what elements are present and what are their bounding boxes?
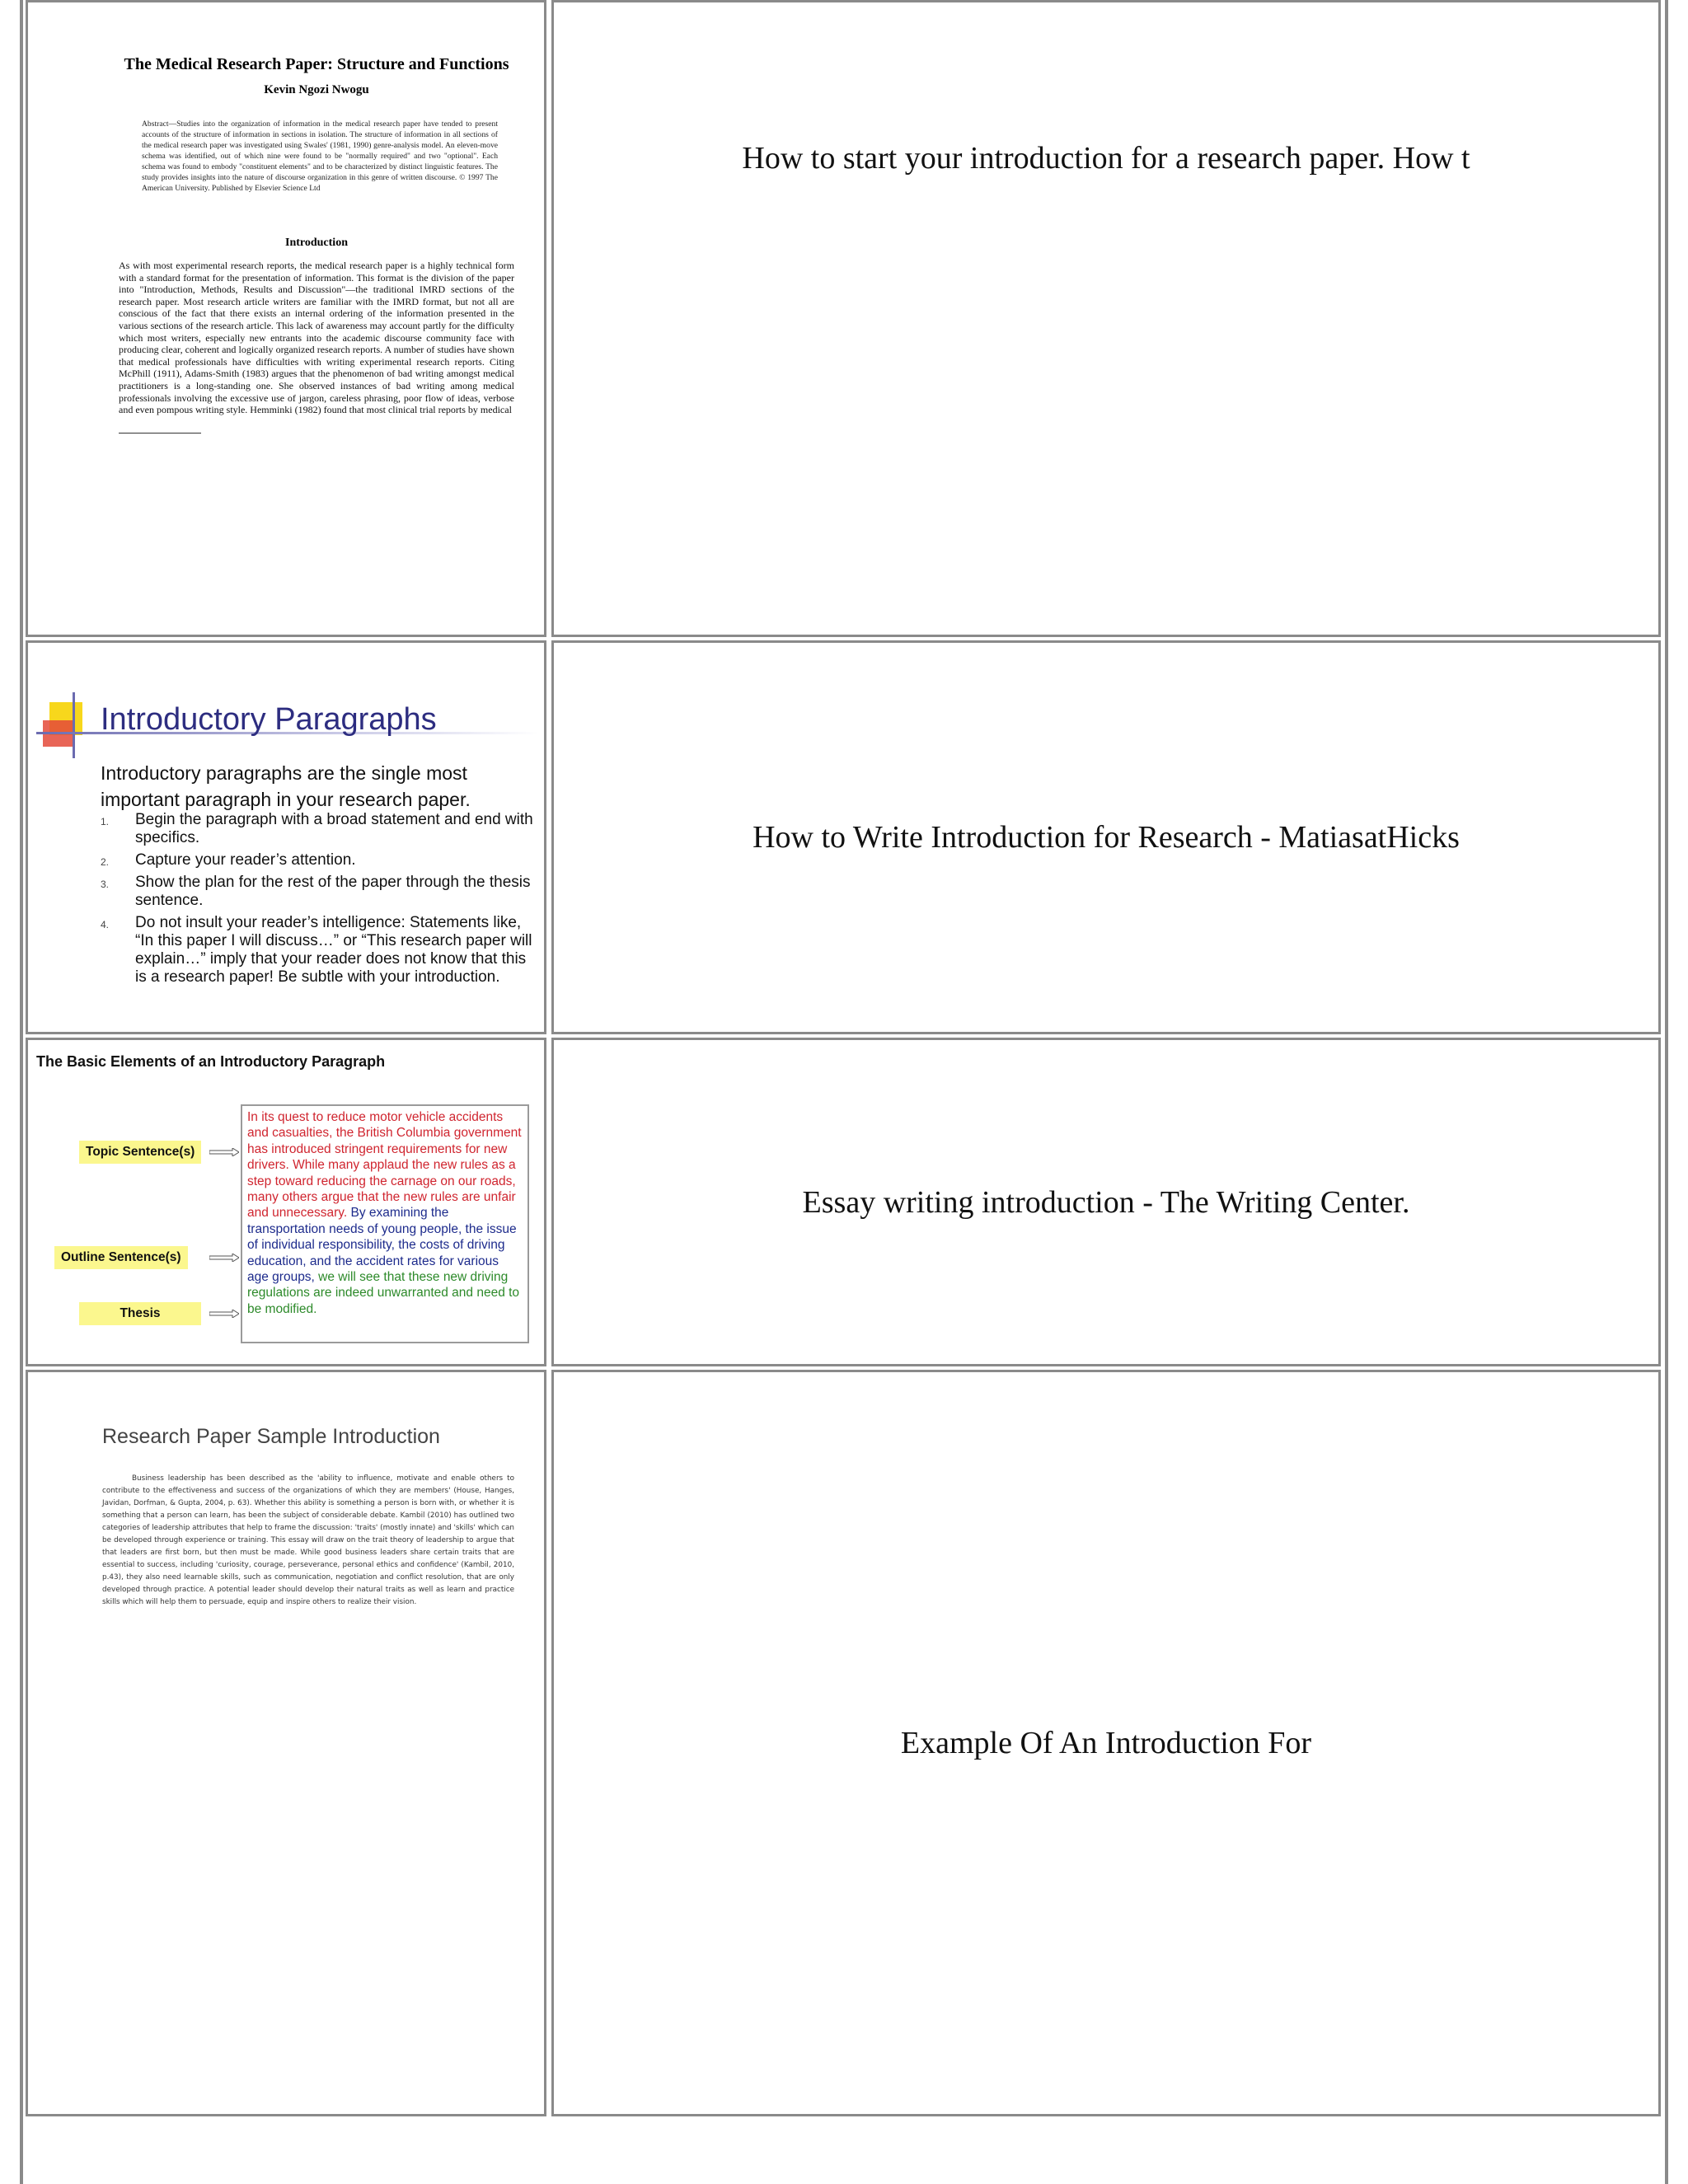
thesis-label: Thesis xyxy=(79,1302,201,1325)
medical-paper-thumbnail xyxy=(119,54,514,434)
list-item: 1. Begin the paragraph with a broad statement and end with specifics. xyxy=(101,811,533,846)
arrow-icon xyxy=(209,1148,239,1156)
footnote-rule xyxy=(119,433,201,434)
list-item: 2. Capture your reader’s attention. xyxy=(101,851,356,869)
diagram-thumbnail xyxy=(28,1040,544,1364)
thumbnail-cell-3[interactable] xyxy=(26,1038,546,1366)
slide-title: Introductory Paragraphs xyxy=(101,702,437,737)
caption-link-4[interactable]: Example Of An Introduction For xyxy=(900,1726,1312,1760)
thumbnail-cell-4[interactable] xyxy=(26,1370,546,2116)
paper-intro-body: As with most experimental research reports, the medical research paper is a highly technical form with a standard format for the presentation of information. This format is the division of the paper into "Introduction, Methods, Results and Discussion"—the traditional IMRD sections of the research paper. Most research article writers are familiar with the IMRD format, but not all are conscious of the fact that there exists an internal ordering of the information presented in the various sections of the research article. This lack of awareness may account partly for the difficulty which most writers, especially new entrants into the academic discourse community face with producing clear, coherent and logically organized research reports. A number of studies have shown that medical professionals have difficulties with writing experimental research reports. Citing McPhill (1911), Adams-Smith (1983) argues that the phenomenon of bad writing amongst medical practitioners is a long-standing one. She observed instances of bad writing among medical professionals involving the excessive use of jargon, careless phrasing, poor flow of ideas, verbose and even pompous writing style. Hemminki (1982) found that most clinical trial reports by medical xyxy=(119,260,514,416)
list-item: 4. Do not insult your reader’s intelligence: Statements like, “In this paper I will discuss…” or “This research paper will explain…” imply that your reader does not know that this is a research paper! Be subtle with your introduction. xyxy=(101,914,532,986)
slide-list xyxy=(101,811,537,991)
outline-sentence-label: Outline Sentence(s) xyxy=(54,1246,188,1269)
caption-link-3[interactable]: Essay writing introduction - The Writing Center. xyxy=(802,1184,1410,1220)
sample-title: Research Paper Sample Introduction xyxy=(102,1425,440,1448)
example-paragraph-box xyxy=(241,1104,529,1343)
diagram-title: The Basic Elements of an Introductory Paragraph xyxy=(36,1053,386,1070)
paper-intro-heading: Introduction xyxy=(285,237,348,249)
slide-decoration-vline xyxy=(73,692,75,758)
caption-link-1[interactable]: How to start your introduction for a research paper. How t xyxy=(742,140,1470,176)
topic-sentence-label: Topic Sentence(s) xyxy=(79,1141,201,1164)
caption-link-2[interactable]: How to Write Introduction for Research - MatiasatHicks xyxy=(753,820,1460,855)
arrow-icon xyxy=(209,1254,239,1262)
caption-cell-3[interactable] xyxy=(551,1038,1661,1366)
thesis-text: we will see that these new driving regulations are indeed unwarranted and need to be modified. xyxy=(247,1270,520,1316)
paper-title: The Medical Research Paper: Structure and Functions xyxy=(124,55,509,73)
slide-lead: Introductory paragraphs are the single most important paragraph in your research paper. xyxy=(101,762,471,810)
caption-cell-1[interactable] xyxy=(551,0,1661,637)
sample-body: Business leadership has been described as the 'ability to influence, motivate and enable others to contribute to the effectiveness and success of the organizations of which they are members' (House, Hanges, Javidan, Dorfman, & Gupta, 2004, p. 63). Whether this ability is something a person is born with, or whether it is something that a person can learn, has been the subject of considerable debate. Kambil (2010) has outlined two categories of leadership attributes that help to frame the discussion: 'traits' (mostly innate) and 'skills' which can be developed through experience or training. This essay will draw on the trait theory of leadership to argue that that leaders are first born, but then must be made. While good business leaders share certain traits that are essential to success, including 'curiosity, courage, perseverance, personal ethics and confidence' (Kambil, 2010, p.43), they also need learnable skills, such as communication, negotiation and conflict resolution, that are only developed through practice. A potential leader should develop their natural traits as well as learn and practice skills which will help them to persuade, equip and inspire others to realize their vision. xyxy=(102,1474,514,1606)
caption-cell-2[interactable] xyxy=(551,640,1661,1034)
sample-intro-thumbnail xyxy=(28,1372,544,2114)
topic-text: In its quest to reduce motor vehicle accidents and casualties, the British Columbia government has introduced stringent requirements for new drivers. While many applaud the new rules as a step toward reducing the carnage on our roads, many others argue that the new rules are unfair and unnecessary. xyxy=(247,1110,522,1221)
arrow-icon xyxy=(209,1310,239,1318)
paper-author: Kevin Ngozi Nwogu xyxy=(264,83,369,96)
outline-text: By examining the transportation needs of young people, the issue of individual responsibility, the costs of driving education, and the accident rates for various age groups, xyxy=(247,1206,517,1285)
list-item: 3. Show the plan for the rest of the paper through the thesis sentence. xyxy=(101,874,531,909)
thumbnail-cell-1[interactable] xyxy=(26,0,546,637)
caption-cell-4[interactable] xyxy=(551,1370,1661,2116)
paper-abstract: Abstract—Studies into the organization of information in the medical research paper have tended to present accounts of the structure of information in sections in isolation. The structure of information in all sections of the medical research paper was investigated using Swales' (1981, 1990) genre-analysis model. An eleven-move schema was identified, out of which nine were found to be "normally required" and two "optional". Each schema was found to embody "constituent elements" and to be characterized by distinct linguistic features. The study provides insights into the nature of discourse organization in this genre of written discourse. © 1997 The American University. Published by Elsevier Science Ltd xyxy=(142,120,498,193)
slide-thumbnail xyxy=(28,643,544,1032)
thumbnail-cell-2[interactable] xyxy=(26,640,546,1034)
